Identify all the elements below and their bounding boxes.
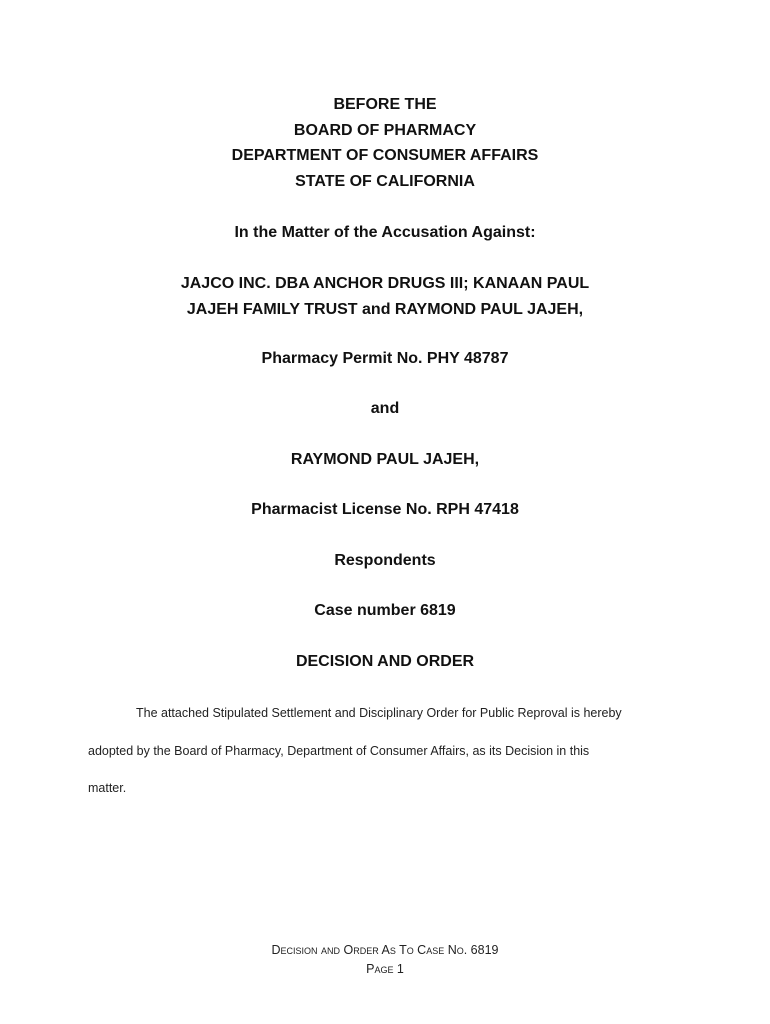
- permit-number: [0, 346, 770, 372]
- case-number: [0, 598, 770, 624]
- header-line-department: DEPARTMENT OF CONSUMER AFFAIRS: [231, 147, 539, 164]
- individual-text: RAYMOND PAUL JAJEH,: [290, 451, 480, 468]
- header-line-board: BOARD OF PHARMACY: [293, 121, 477, 139]
- footer-title: Decision and Order As To Case No. 6819: [271, 943, 499, 957]
- respondents-label-text: Respondents: [334, 552, 436, 569]
- permit-text: Pharmacy Permit No. PHY 48787: [261, 350, 509, 367]
- page-footer: [0, 941, 770, 979]
- decision-body: [88, 695, 688, 808]
- license-text: Pharmacist License No. RPH 47418: [251, 501, 519, 518]
- body-line-2: adopted by the Board of Pharmacy, Department of Consumer Affairs, as its Decision in this: [88, 743, 590, 758]
- matter-line: [0, 220, 770, 246]
- decision-title: [0, 649, 770, 675]
- respondents-line-1: JAJCO INC. DBA ANCHOR DRUGS III; KANAAN PAUL: [180, 275, 590, 292]
- conjunction-text: and: [370, 400, 400, 417]
- individual-respondent: [0, 447, 770, 473]
- case-number-text: Case number 6819: [314, 602, 456, 619]
- conjunction: [0, 396, 770, 422]
- footer-page-number: Page 1: [366, 962, 404, 976]
- decision-title-text: DECISION AND ORDER: [295, 653, 475, 670]
- license-number: [0, 497, 770, 523]
- body-line-3: matter.: [88, 781, 127, 795]
- header-line-before: BEFORE THE: [333, 96, 437, 113]
- header-line-state: STATE OF CALIFORNIA: [295, 172, 475, 190]
- respondents-label: [0, 548, 770, 574]
- respondents-block: [0, 271, 770, 322]
- matter-text: In the Matter of the Accusation Against:: [234, 224, 536, 241]
- caption-header: [0, 92, 770, 194]
- respondents-line-2: JAJEH FAMILY TRUST and RAYMOND PAUL JAJEH,: [186, 300, 584, 318]
- body-line-1: The attached Stipulated Settlement and Disciplinary Order for Public Reproval is hereby: [136, 706, 622, 720]
